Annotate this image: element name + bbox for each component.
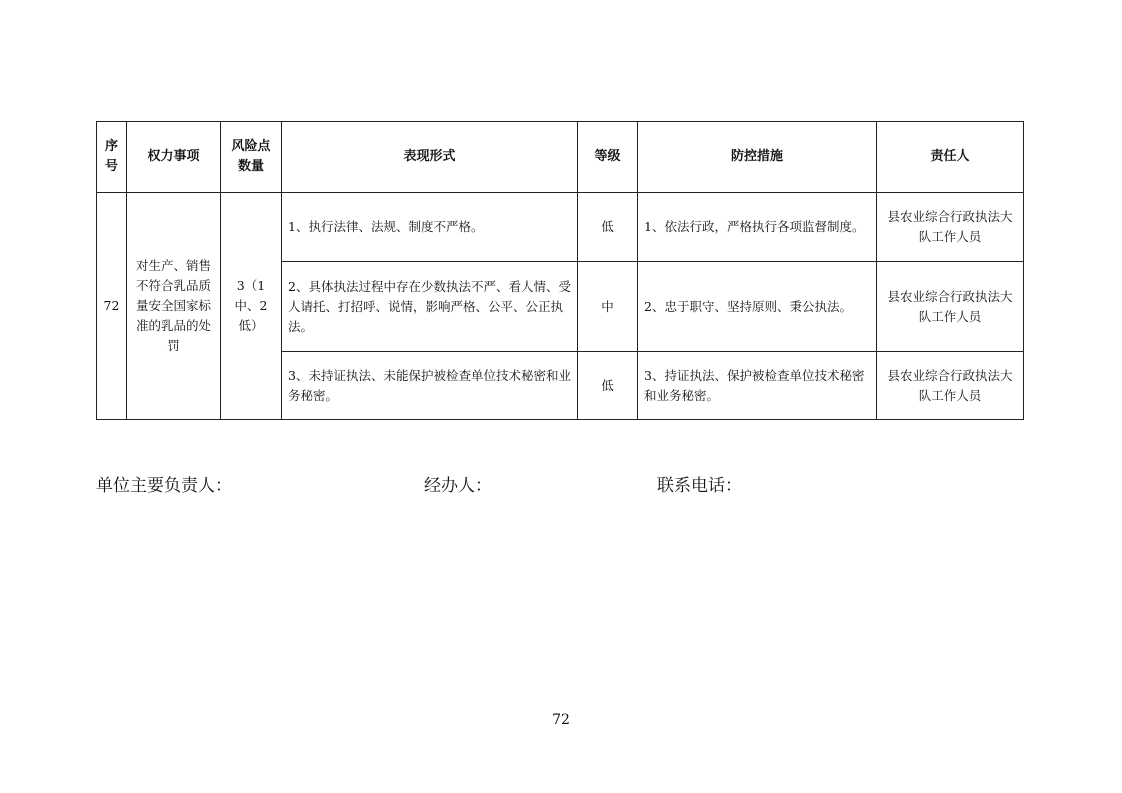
level-cell: 低 [578, 193, 638, 262]
header-power-item: 权力事项 [127, 122, 221, 193]
power-item-text: 对生产、销售不符合乳品质量安全国家标准的乳品的处罚 [135, 258, 211, 353]
header-seq: 序号 [97, 122, 127, 193]
header-responsible: 责任人 [877, 122, 1024, 193]
power-item-cell [127, 193, 221, 420]
unit-head-label: 单位主要负责人： [96, 476, 232, 496]
header-prevention: 防控措施 [638, 122, 877, 193]
handler-label: 经办人： [424, 476, 492, 496]
header-risk-count: 风险点数量 [221, 122, 282, 193]
manifestation-cell: 2、具体执法过程中存在少数执法不严、看人情、受人请托、打招呼、说情，影响严格、公平、公正执法。 [282, 262, 578, 352]
prevention-cell: 1、依法行政，严格执行各项监督制度。 [638, 193, 877, 262]
header-level: 等级 [578, 122, 638, 193]
risk-table [96, 121, 1024, 420]
risk-count-cell [221, 193, 282, 420]
header-row [97, 122, 1024, 193]
level-cell: 中 [578, 262, 638, 352]
prevention-cell: 2、忠于职守、坚持原则、秉公执法。 [638, 262, 877, 352]
manifestation-cell: 1、执行法律、法规、制度不严格。 [282, 193, 578, 262]
risk-count-text: 3（1中、2低） [234, 278, 268, 333]
phone-label: 联系电话： [657, 476, 742, 496]
level-cell: 低 [578, 352, 638, 420]
seq-cell: 72 [97, 193, 127, 420]
table-row [97, 193, 1024, 262]
prevention-cell: 3、持证执法、保护被检查单位技术秘密和业务秘密。 [638, 352, 877, 420]
responsible-cell: 县农业综合行政执法大队工作人员 [877, 352, 1024, 420]
header-manifestation: 表现形式 [282, 122, 578, 193]
manifestation-cell: 3、未持证执法、未能保护被检查单位技术秘密和业务秘密。 [282, 352, 578, 420]
responsible-cell: 县农业综合行政执法大队工作人员 [877, 193, 1024, 262]
page-number: 72 [552, 712, 570, 728]
responsible-cell: 县农业综合行政执法大队工作人员 [877, 262, 1024, 352]
